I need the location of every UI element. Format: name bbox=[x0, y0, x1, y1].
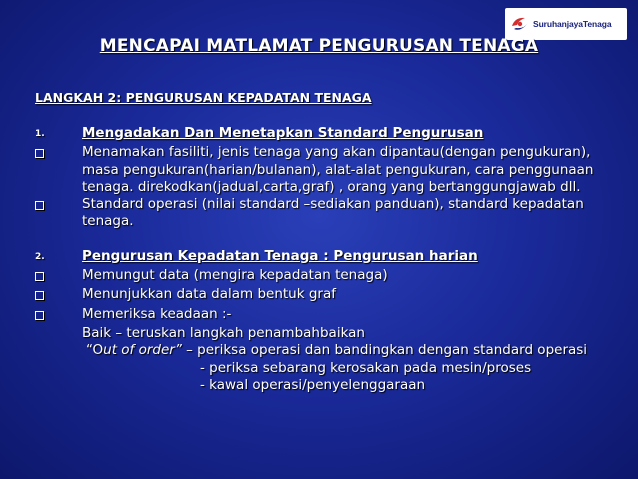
list-item bbox=[35, 306, 630, 325]
logo-text: SuruhanjayaTenaga bbox=[533, 19, 612, 29]
square-bullet-icon bbox=[35, 272, 44, 281]
condition-good-text: Baik – teruskan langkah penambahbaikan bbox=[82, 324, 365, 341]
square-bullet-icon bbox=[35, 201, 44, 210]
section2-bullet-2: Menunjukkan data dalam bentuk graf bbox=[82, 286, 336, 303]
condition-out-of-order-line bbox=[35, 342, 630, 359]
section1-bullet-2: Standard operasi (nilai standard –sediakan panduan), standard kepadatan tenaga. bbox=[82, 196, 584, 230]
square-bullet-icon bbox=[35, 149, 44, 158]
condition-out-of-order-text bbox=[82, 342, 630, 359]
section1-bullet-1: Menamakan fasiliti, jenis tenaga yang akan dipantau(dengan pengukuran), masa pengukuran(harian/bulanan), alat-alat pengukuran, cara penggunaan tenaga. direkodkan(jadual,carta,graf) , orang yang bertanggungjawab dll. bbox=[82, 144, 594, 195]
section1-heading-row bbox=[35, 125, 630, 144]
section2-number: 2. bbox=[35, 251, 45, 262]
quote-italic: ut of order” bbox=[103, 342, 182, 359]
slide-title: MENCAPAI MATLAMAT PENGURUSAN TENAGA bbox=[99, 36, 539, 56]
slide-content bbox=[35, 125, 630, 394]
sub-action-line-2 bbox=[35, 377, 630, 394]
list-item bbox=[35, 144, 630, 196]
list-item bbox=[35, 196, 630, 231]
quote-rest: – periksa operasi dan bandingkan dengan standard operasi bbox=[181, 342, 588, 359]
section1-heading: Mengadakan Dan Menetapkan Standard Pengurusan bbox=[82, 125, 484, 141]
step-heading: LANGKAH 2: PENGURUSAN KEPADATAN TENAGA bbox=[35, 90, 372, 105]
section2-heading: Pengurusan Kepadatan Tenaga : Pengurusan harian bbox=[82, 247, 478, 264]
sub-action-line-1 bbox=[35, 360, 630, 377]
section1-number: 1. bbox=[35, 129, 45, 139]
square-bullet-icon bbox=[35, 311, 44, 320]
section2-heading-row bbox=[35, 248, 630, 267]
energy-commission-logo-icon bbox=[509, 13, 531, 35]
list-item bbox=[35, 286, 630, 305]
sub-action-2: - kawal operasi/penyelenggaraan bbox=[200, 376, 426, 393]
square-bullet-icon bbox=[35, 291, 44, 300]
section2-bullet-3: Memeriksa keadaan :- bbox=[82, 305, 232, 322]
quote-open: “O bbox=[86, 342, 104, 359]
section2-bullet-1: Memungut data (mengira kepadatan tenaga) bbox=[82, 267, 388, 284]
list-item bbox=[35, 267, 630, 286]
condition-good-line bbox=[35, 325, 630, 342]
sub-action-1: - periksa sebarang kerosakan pada mesin/proses bbox=[200, 359, 532, 376]
